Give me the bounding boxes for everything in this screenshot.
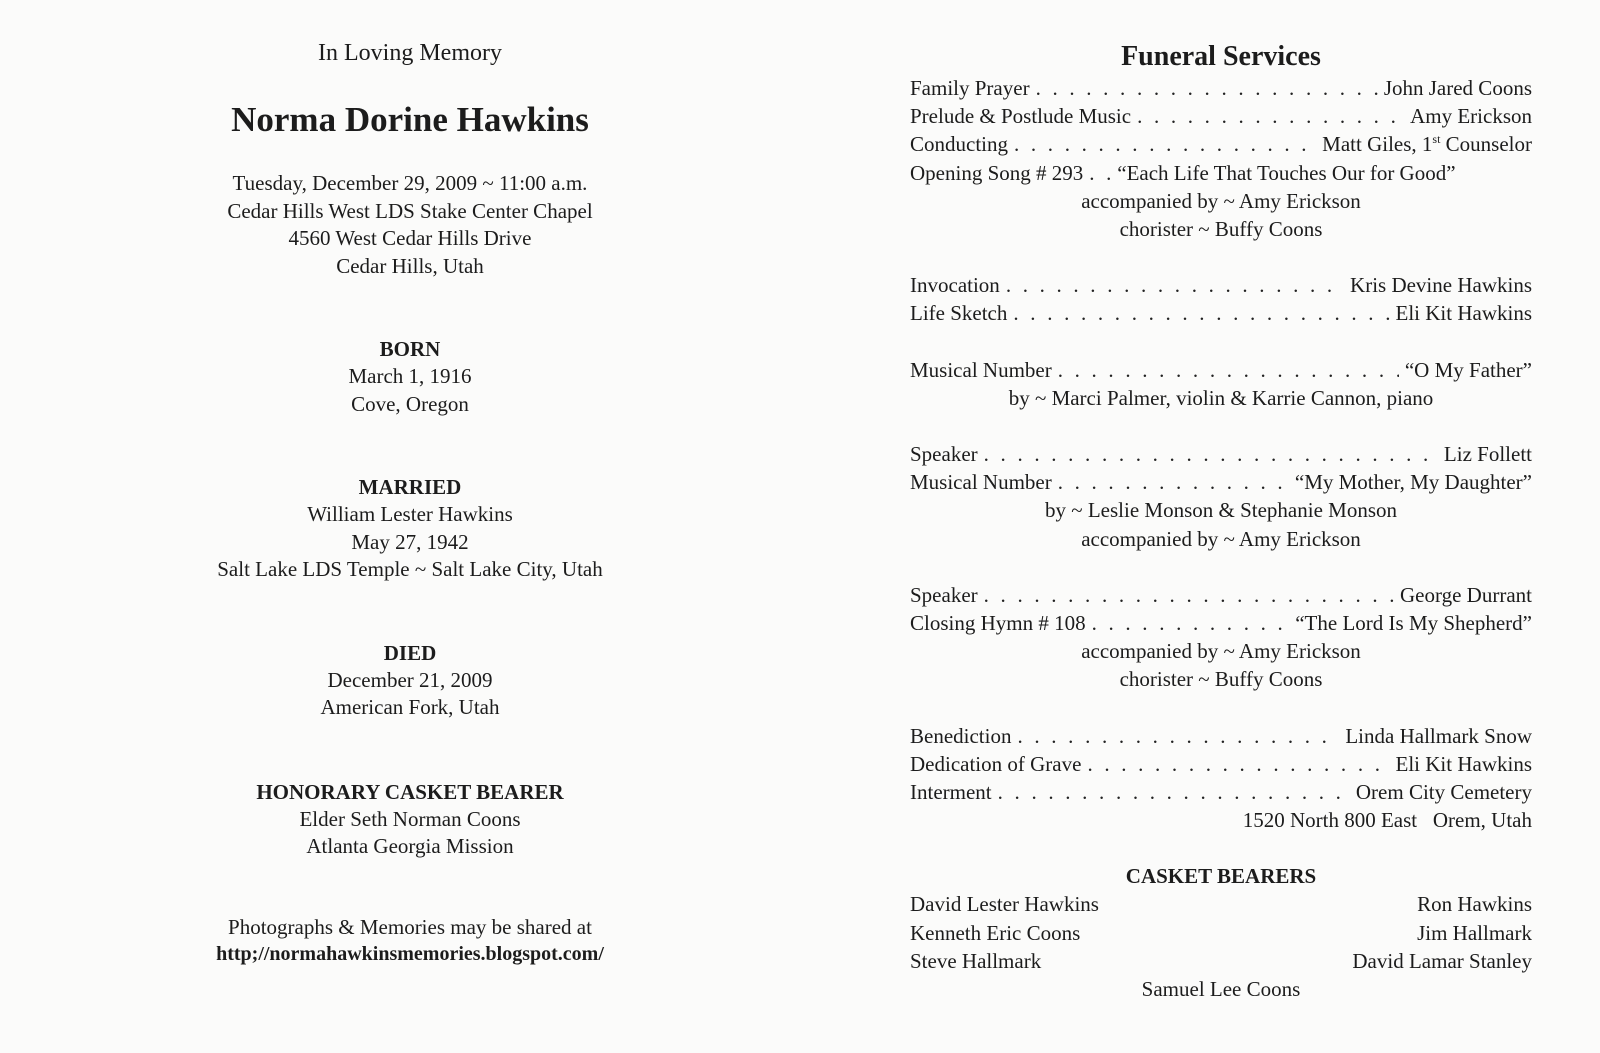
married-section [150, 473, 670, 584]
bearer-name: David Lamar Stanley [1352, 948, 1532, 973]
program-label: Opening Song # 293 [910, 160, 1084, 185]
bearer-name: Samuel Lee Coons [1141, 977, 1301, 1002]
conducting-suffix: Counselor [1440, 132, 1532, 157]
program-label: Dedication of Grave [910, 751, 1082, 776]
bearer-name: Ron Hawkins [1417, 892, 1532, 917]
program-row [910, 750, 1532, 778]
married-spouse: William Lester Hawkins [307, 502, 513, 526]
born-date: March 1, 1916 [348, 364, 472, 388]
program-label: Musical Number [910, 470, 1052, 495]
program-value: George Durrant [1400, 582, 1532, 607]
program-value: Linda Hallmark Snow [1345, 723, 1532, 748]
program-label: Speaker [910, 582, 978, 607]
died-section [150, 639, 670, 722]
honorary-title: HONORARY CASKET BEARER [256, 779, 564, 804]
program-value: Orem City Cemetery [1355, 780, 1532, 805]
dot-leader [1058, 356, 1399, 384]
married-title: MARRIED [358, 475, 462, 499]
program-value: Amy Erickson [1410, 104, 1532, 129]
program-value: Eli Kit Hawkins [1395, 751, 1532, 776]
dot-leader [984, 440, 1438, 468]
dot-leader [1089, 159, 1111, 187]
share-text: Photographs & Memories may be shared at [228, 914, 592, 939]
program-value: “My Mother, My Daughter” [1294, 470, 1532, 495]
conducting-value: Matt Giles, 1 [1322, 132, 1433, 157]
program-row [910, 130, 1532, 158]
dot-leader [1036, 74, 1378, 102]
casket-bearers-title: CASKET BEARERS [1125, 864, 1317, 889]
program-note: chorister ~ Buffy Coons [1119, 667, 1323, 692]
program-row [910, 102, 1532, 130]
dot-leader [984, 581, 1394, 609]
bearer-name: Jim Hallmark [1417, 920, 1532, 945]
program-note: accompanied by ~ Amy Erickson [1081, 639, 1361, 664]
born-place: Cove, Oregon [351, 391, 469, 416]
honorary-section [150, 778, 670, 861]
services-title: Funeral Services [1121, 41, 1321, 72]
dot-leader [1014, 130, 1316, 158]
service-address: 4560 West Cedar Hills Drive [288, 226, 532, 250]
died-date: December 21, 2009 [327, 667, 493, 692]
dot-leader [1058, 468, 1289, 496]
program-label: Prelude & Postlude Music [910, 104, 1132, 129]
program-row [910, 299, 1532, 327]
program-label: Life Sketch [910, 301, 1008, 326]
died-title: DIED [383, 640, 437, 665]
program-label: Musical Number [910, 357, 1052, 382]
dot-leader [998, 778, 1350, 806]
program-row [910, 356, 1532, 384]
in-loving-memory: In Loving Memory [318, 40, 502, 66]
program-value: Kris Devine Hawkins [1350, 273, 1532, 298]
program-value [1322, 130, 1532, 158]
program-label: Speaker [910, 442, 978, 467]
program-row [910, 271, 1532, 299]
service-city: Cedar Hills, Utah [336, 253, 484, 278]
dot-leader [1137, 102, 1404, 130]
dot-leader [1017, 722, 1339, 750]
program-label: Benediction [910, 723, 1012, 748]
program-note: chorister ~ Buffy Coons [1119, 217, 1323, 242]
program-row [910, 440, 1532, 468]
program-value: “O My Father” [1404, 357, 1532, 382]
program-label: Family Prayer [910, 76, 1030, 100]
honorary-name: Elder Seth Norman Coons [299, 806, 521, 831]
died-place: American Fork, Utah [320, 695, 500, 719]
interment-address: 1520 North 800 East Orem, Utah [1242, 808, 1532, 833]
dot-leader [1087, 750, 1389, 778]
program-value: Eli Kit Hawkins [1395, 301, 1532, 326]
program-label: Interment [910, 780, 992, 805]
program-label: Closing Hymn # 108 [910, 611, 1086, 636]
program-value: Liz Follett [1443, 442, 1532, 467]
married-place: Salt Lake LDS Temple ~ Salt Lake City, Utah [217, 557, 603, 581]
share-section [150, 914, 670, 969]
program-note: by ~ Leslie Monson & Stephanie Monson [1044, 498, 1397, 523]
program-row [910, 609, 1532, 637]
program-note: accompanied by ~ Amy Erickson [1081, 526, 1361, 551]
honorary-mission: Atlanta Georgia Mission [306, 834, 514, 858]
program-value: John Jared Coons [1383, 76, 1532, 100]
casket-bearers-list [910, 890, 1532, 975]
program-note: by ~ Marci Palmer, violin & Karrie Cannon, piano [1008, 385, 1434, 410]
bearer-name: Steve Hallmark [910, 948, 1042, 973]
program-row [910, 722, 1532, 750]
share-url: http;//normahawkinsmemories.blogspot.com/ [216, 943, 604, 965]
born-section [150, 335, 670, 418]
program-row [910, 159, 1532, 187]
program-value: “Each Life That Touches Our for Good” [1117, 160, 1456, 185]
program-label: Invocation [910, 273, 1000, 298]
dot-leader [1006, 271, 1344, 299]
program-row [910, 74, 1532, 102]
deceased-name: Norma Dorine Hawkins [231, 100, 589, 139]
dot-leader [1013, 299, 1389, 327]
program-label: Conducting [910, 132, 1008, 157]
service-location: Cedar Hills West LDS Stake Center Chapel [227, 198, 593, 223]
program-row [910, 778, 1532, 806]
memorial-panel [150, 38, 670, 969]
bearer-name: Kenneth Eric Coons [910, 920, 1081, 945]
born-title: BORN [379, 337, 441, 361]
services-panel [910, 40, 1532, 1003]
dot-leader [1092, 609, 1290, 637]
bearers-right-column [1352, 890, 1532, 975]
service-date-time: Tuesday, December 29, 2009 ~ 11:00 a.m. [232, 171, 588, 195]
service-info [150, 170, 670, 280]
program-value: “The Lord Is My Shepherd” [1295, 611, 1532, 636]
bearers-left-column [910, 890, 1099, 975]
program-row [910, 468, 1532, 496]
married-date: May 27, 1942 [351, 529, 469, 554]
program-note: accompanied by ~ Amy Erickson [1081, 188, 1361, 213]
program-row [910, 581, 1532, 609]
ordinal-suffix: st [1432, 132, 1441, 147]
bearer-name: David Lester Hawkins [910, 892, 1099, 917]
